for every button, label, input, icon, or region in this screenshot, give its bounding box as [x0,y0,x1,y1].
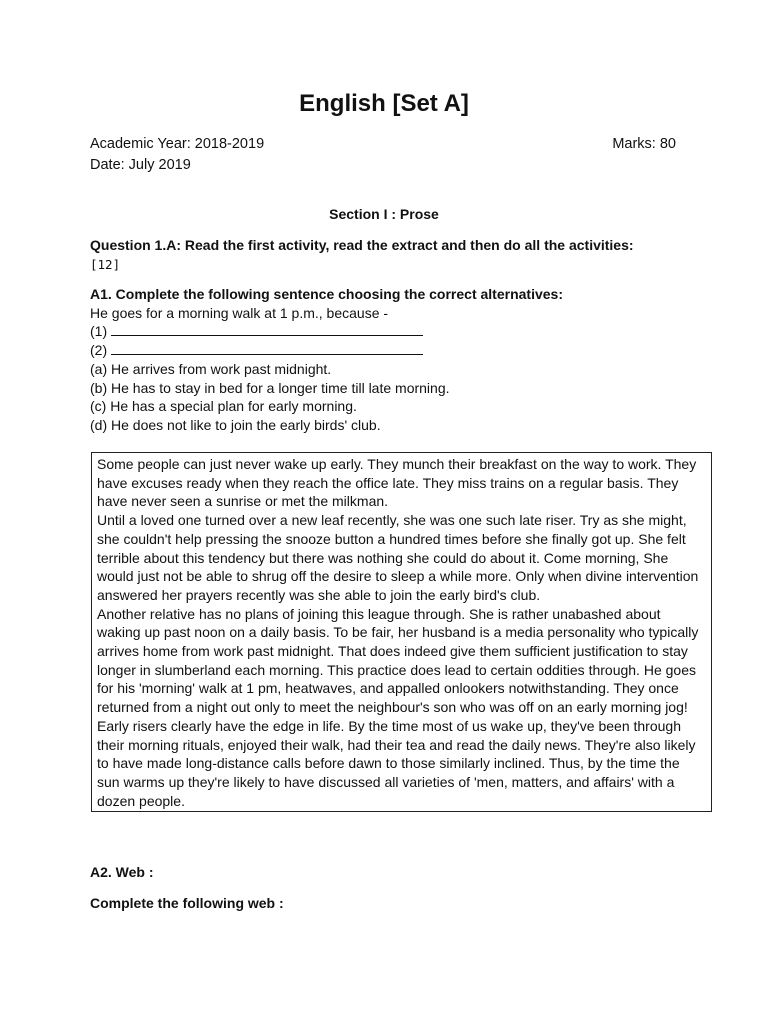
a1-heading: A1. Complete the following sentence choosing the correct alternatives: [90,286,563,302]
a1-stem: He goes for a morning walk at 1 p.m., because - [90,304,389,321]
page-title: English [Set A] [299,90,469,117]
a2-instruction: Complete the following web : [90,895,284,911]
activity-a1 [90,285,690,435]
total-marks: Marks: 80 [612,136,676,152]
question-1a-marks: [12] [90,257,121,272]
a1-option-c: (c) He has a special plan for early morning. [90,398,357,415]
meta-row [90,134,676,155]
exam-meta [90,134,676,176]
a2-heading: A2. Web : [90,864,154,880]
section-title: Section I : Prose [329,206,439,222]
passage-paragraph: Some people can just never wake up early. They munch their breakfast on the way to work. They have excuses ready when they reach the office late. They miss trains on a regular basis. They have never seen a sunrise or met the milkman. [97,456,697,510]
question-1a [90,236,690,274]
a1-option-a: (a) He arrives from work past midnight. [90,360,332,377]
a1-blank-1 [90,322,690,341]
answer-blank[interactable] [111,341,423,355]
passage-paragraph: Early risers clearly have the edge in life. By the time most of us wake up, they've been through their morning rituals, enjoyed their walk, had their tea and read the daily news. They're also likely to have made long-distance calls before dawn to those similarly inclined. Thus, by the time the sun warms up they're likely to have discussed all varieties of 'men, matters, and affairs' with a dozen people. [97,717,696,809]
answer-blank[interactable] [111,322,423,336]
exam-date: Date: July 2019 [90,157,191,173]
a1-option-b: (b) He has to stay in bed for a longer time till late morning. [90,379,450,396]
blank-label: (1) [90,323,108,340]
blank-label: (2) [90,342,108,359]
a1-option-d: (d) He does not like to join the early birds' club. [90,416,381,433]
extract-box [91,452,712,812]
academic-year: Academic Year: 2018-2019 [90,136,265,152]
passage-paragraph: Until a loved one turned over a new leaf recently, she was one such late riser. Try as she might, she couldn't help pressing the snooze button a hundred times before she finally got up. She felt terrible about this tendency but there was nothing she could do about it. Come morning, She would just not be able to shrug off the desire to sleep a while more. Only when divine intervention answered her prayers recently was she able to join the early bird's club. [97,512,699,603]
question-1a-text: Question 1.A: Read the first activity, read the extract and then do all the activities: [90,237,634,253]
passage-paragraph: Another relative has no plans of joining this league through. She is rather unabashed about waking up past noon on a daily basis. To be fair, her husband is a media personality who typically arrives home from work past midnight. That does indeed give them sufficient justification to stay longer in slumberland each morning. This practice does lead to certain oddities through. He goes for his 'morning' walk at 1 pm, heatwaves, and appalled onlookers notwithstanding. They once returned from a night out only to meet the neighbour's son who was off on an early morning jog! [97,605,699,716]
a1-blank-2 [90,341,690,360]
